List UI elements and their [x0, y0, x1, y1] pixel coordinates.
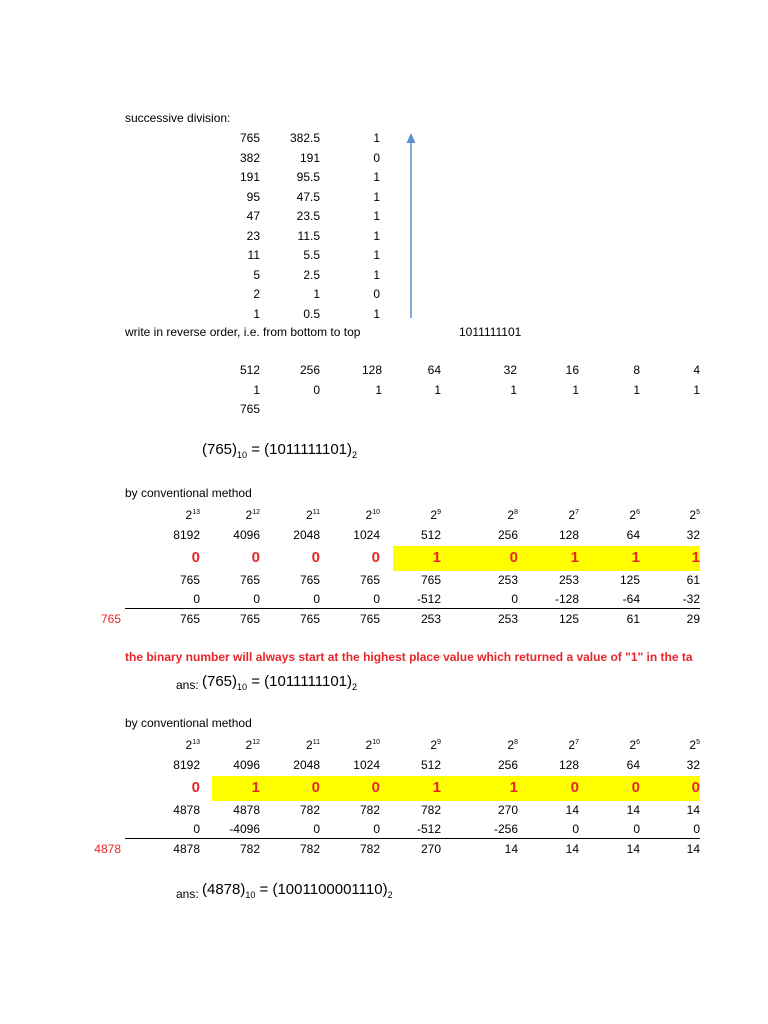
- eq-digits: 1011111101: [269, 441, 347, 458]
- subtraction-rule: [125, 838, 700, 839]
- subtract-value: 0: [511, 592, 518, 606]
- power-exponent: 11: [312, 509, 320, 516]
- subtract-value: -128: [554, 592, 579, 606]
- ans-label-2: ans:: [176, 887, 199, 901]
- eq-digits: 1011111101: [269, 673, 347, 690]
- remaining-value: 4878: [233, 803, 260, 817]
- binary-digit: 0: [570, 779, 579, 796]
- place-value: 256: [299, 363, 320, 377]
- division-cell: 765: [239, 131, 260, 145]
- result-value: 782: [359, 842, 380, 856]
- binary-digit: 1: [432, 779, 441, 796]
- power-of-two-header: [150, 508, 200, 522]
- ans-label-1: ans:: [176, 678, 199, 692]
- place-bit: 1: [434, 383, 441, 397]
- place-value: 8192: [173, 528, 200, 542]
- division-cell: 1: [373, 228, 380, 243]
- power-exponent: 10: [372, 509, 380, 516]
- power-of-two-header: [391, 508, 441, 522]
- binary-digit: 0: [371, 779, 380, 796]
- result-value: 4878: [173, 842, 200, 856]
- division-cell: 2.5: [303, 267, 320, 282]
- subtract-value: 0: [313, 592, 320, 606]
- place-bit: 1: [572, 383, 579, 397]
- division-cell: 11: [247, 248, 260, 262]
- place-value-sum: 765: [239, 402, 260, 416]
- power-of-two-header: [391, 738, 441, 752]
- eq-lhs: (765): [202, 441, 238, 458]
- conventional-method-heading-2: by conventional method: [125, 716, 252, 730]
- place-bit: 0: [313, 383, 320, 397]
- place-value: 4096: [233, 528, 260, 542]
- remaining-value: 253: [497, 573, 518, 587]
- binary-digit: 1: [570, 549, 579, 566]
- power-base: 2: [306, 738, 313, 752]
- place-bit: 1: [375, 383, 382, 397]
- remaining-value: 765: [359, 573, 380, 587]
- binary-digit: 1: [631, 549, 640, 566]
- division-cell: 23: [246, 228, 260, 243]
- power-of-two-header: [210, 738, 260, 752]
- binary-digit: 1: [691, 549, 700, 566]
- eq-rhs-base: 2: [352, 450, 358, 460]
- power-base: 2: [430, 738, 438, 752]
- power-base: 2: [629, 738, 637, 752]
- division-cell: 1: [313, 287, 320, 301]
- subtract-value: -256: [493, 822, 518, 836]
- eq-close: ): [382, 881, 388, 898]
- division-cell: 382: [239, 150, 260, 165]
- power-base: 2: [365, 738, 373, 752]
- place-value: 8: [633, 363, 640, 377]
- eq-rhs-base: 2: [387, 890, 393, 900]
- division-cell: 1: [373, 170, 380, 184]
- power-of-two-header: [529, 508, 579, 522]
- place-value: 128: [361, 363, 382, 377]
- result-value: 125: [558, 612, 579, 626]
- division-cell: 11.5: [297, 228, 320, 243]
- power-of-two-header: [330, 508, 380, 522]
- power-of-two-header: [270, 508, 320, 522]
- power-exponent: 7: [575, 509, 579, 516]
- division-cell: 1: [373, 131, 380, 145]
- result-value: 14: [626, 842, 640, 856]
- binary-equation-2: [202, 673, 357, 692]
- remaining-value: 270: [497, 803, 518, 817]
- power-exponent: 13: [192, 739, 200, 746]
- upward-arrow-icon: [404, 130, 418, 320]
- remaining-value: 765: [239, 573, 260, 587]
- eq-mid: = (: [255, 881, 278, 898]
- power-base: 2: [185, 738, 193, 752]
- power-of-two-header: [330, 738, 380, 752]
- remaining-value: 14: [565, 803, 579, 817]
- binary-digit: 0: [371, 549, 380, 566]
- power-base: 2: [568, 738, 576, 752]
- subtract-value: 0: [373, 592, 380, 606]
- result-value: 14: [504, 842, 518, 856]
- subtract-value: 0: [253, 592, 260, 606]
- result-value: 765: [299, 612, 320, 626]
- division-cell: 0.5: [303, 306, 320, 321]
- result-value: 765: [359, 612, 380, 626]
- binary-equation-1: [202, 441, 357, 460]
- division-cell: 0: [373, 150, 380, 165]
- division-cell: 5.5: [303, 248, 320, 262]
- remaining-value: 765: [420, 573, 441, 587]
- power-base: 2: [689, 508, 697, 522]
- power-exponent: 8: [514, 509, 518, 516]
- place-value: 2048: [293, 758, 320, 772]
- division-cell: 382.5: [289, 131, 320, 145]
- division-cell: 1: [373, 209, 380, 223]
- division-cell: 23.5: [296, 209, 320, 223]
- binary-digit: 1: [251, 779, 260, 796]
- binary-digit: 0: [509, 549, 518, 566]
- power-exponent: 6: [636, 739, 640, 746]
- power-base: 2: [245, 738, 253, 752]
- eq-mid: = (: [247, 441, 270, 458]
- result-value: 253: [497, 612, 518, 626]
- power-base: 2: [629, 508, 637, 522]
- place-value: 256: [497, 528, 518, 542]
- power-exponent: 13: [192, 509, 200, 516]
- power-base: 2: [507, 508, 515, 522]
- place-bit: 1: [253, 383, 260, 397]
- division-cell: 1: [373, 267, 380, 282]
- division-cell: 1: [373, 189, 380, 204]
- place-value: 128: [558, 528, 579, 542]
- power-exponent: 9: [437, 509, 441, 516]
- place-bit: 1: [510, 383, 517, 397]
- power-of-two-header: [590, 508, 640, 522]
- eq-lhs-base: 10: [245, 890, 256, 900]
- decimal-input-label: 4878: [94, 842, 121, 856]
- power-of-two-header: [590, 738, 640, 752]
- remaining-value: 4878: [173, 803, 200, 817]
- remaining-value: 253: [558, 573, 579, 587]
- binary-digit: 0: [311, 549, 320, 566]
- place-value: 128: [558, 758, 579, 772]
- division-cell: 1: [373, 306, 380, 321]
- decimal-input-label: 765: [100, 612, 121, 626]
- power-of-two-header: [468, 508, 518, 522]
- result-value: 14: [565, 842, 579, 856]
- subtract-value: 0: [373, 822, 380, 836]
- eq-close: ): [347, 441, 352, 458]
- binary-digit: 1: [509, 779, 518, 796]
- conventional-method-heading-1: by conventional method: [125, 486, 252, 500]
- result-value: 14: [686, 842, 700, 856]
- power-exponent: 12: [252, 509, 260, 516]
- eq-lhs-base: 10: [237, 450, 248, 460]
- subtract-value: -64: [622, 592, 640, 606]
- division-cell: 47: [246, 209, 260, 223]
- power-exponent: 7: [575, 739, 579, 746]
- power-exponent: 5: [696, 739, 700, 746]
- division-cell: 191: [239, 170, 260, 184]
- subtract-value: -32: [682, 592, 700, 606]
- power-base: 2: [245, 508, 253, 522]
- result-value: 61: [626, 612, 640, 626]
- remaining-value: 125: [619, 573, 640, 587]
- subtract-value: 0: [693, 822, 700, 836]
- eq-mid: = (: [247, 673, 270, 690]
- place-value: 2048: [293, 528, 320, 542]
- place-value: 1024: [353, 758, 380, 772]
- place-value: 16: [565, 363, 579, 377]
- binary-equation-3: [202, 881, 393, 900]
- power-of-two-header: [468, 738, 518, 752]
- power-of-two-header: [650, 508, 700, 522]
- subtraction-rule: [125, 608, 700, 609]
- eq-lhs-base: 10: [237, 682, 248, 692]
- result-value: 782: [299, 842, 320, 856]
- remaining-value: 782: [359, 803, 380, 817]
- binary-digit: 0: [191, 549, 200, 566]
- remaining-value: 782: [420, 803, 441, 817]
- subtract-value: 0: [193, 822, 200, 836]
- place-value: 512: [420, 758, 441, 772]
- remaining-value: 765: [299, 573, 320, 587]
- power-exponent: 5: [696, 509, 700, 516]
- remaining-value: 61: [686, 573, 700, 587]
- remaining-value: 782: [299, 803, 320, 817]
- subtract-value: 0: [193, 592, 200, 606]
- division-cell: 47.5: [296, 189, 320, 204]
- place-value: 256: [497, 758, 518, 772]
- power-exponent: 9: [437, 739, 441, 746]
- place-value: 512: [420, 528, 441, 542]
- place-value: 32: [686, 758, 700, 772]
- highest-place-note: the binary number will always start at the highest place value which returned a value of "1" in the ta: [125, 650, 693, 664]
- reverse-order-result: 1011111101: [459, 325, 522, 339]
- division-cell: 95.5: [296, 170, 320, 184]
- place-value: 512: [239, 363, 260, 377]
- place-bit: 1: [693, 383, 700, 397]
- subtract-value: 0: [313, 822, 320, 836]
- division-cell: 5: [253, 267, 260, 282]
- remaining-value: 14: [626, 803, 640, 817]
- subtract-value: 0: [572, 822, 579, 836]
- division-cell: 191: [299, 150, 320, 165]
- place-value: 64: [626, 528, 640, 542]
- place-value: 8192: [173, 758, 200, 772]
- place-value: 4: [693, 363, 700, 377]
- binary-digit: 0: [191, 779, 200, 796]
- power-of-two-header: [529, 738, 579, 752]
- power-of-two-header: [650, 738, 700, 752]
- result-value: 29: [686, 612, 700, 626]
- result-value: 782: [239, 842, 260, 856]
- eq-close: ): [347, 673, 352, 690]
- power-of-two-header: [270, 738, 320, 752]
- place-value: 32: [686, 528, 700, 542]
- subtract-value: -512: [416, 592, 441, 606]
- result-value: 270: [420, 842, 441, 856]
- binary-digit: 0: [251, 549, 260, 566]
- result-value: 765: [239, 612, 260, 626]
- division-cell: 1: [373, 248, 380, 262]
- eq-rhs-base: 2: [352, 682, 358, 692]
- eq-lhs: (765): [202, 673, 238, 690]
- place-value: 32: [503, 363, 517, 377]
- place-value: 4096: [233, 758, 260, 772]
- subtract-value: 0: [633, 822, 640, 836]
- successive-division-heading: successive division:: [125, 111, 231, 125]
- power-of-two-header: [150, 738, 200, 752]
- result-value: 765: [179, 612, 200, 626]
- power-base: 2: [365, 508, 373, 522]
- power-base: 2: [185, 508, 193, 522]
- place-bit: 1: [633, 383, 640, 397]
- remaining-value: 765: [179, 573, 200, 587]
- division-cell: 2: [253, 287, 260, 301]
- result-value: 253: [420, 612, 441, 626]
- subtract-value: -512: [416, 822, 441, 836]
- power-base: 2: [306, 508, 313, 522]
- binary-digit: 0: [631, 779, 640, 796]
- power-base: 2: [568, 508, 576, 522]
- division-cell: 0: [373, 287, 380, 301]
- power-exponent: 11: [312, 739, 320, 746]
- power-base: 2: [430, 508, 438, 522]
- eq-digits: 1001100001110: [277, 881, 383, 898]
- place-value: 1024: [353, 528, 380, 542]
- division-cell: 1: [253, 306, 260, 321]
- eq-lhs: (4878): [202, 881, 246, 898]
- place-value: 64: [427, 363, 441, 377]
- remaining-value: 14: [686, 803, 700, 817]
- power-exponent: 6: [636, 509, 640, 516]
- power-exponent: 8: [514, 739, 518, 746]
- binary-digit: 0: [311, 779, 320, 796]
- place-value: 64: [626, 758, 640, 772]
- subtract-value: -4096: [229, 822, 260, 836]
- power-of-two-header: [210, 508, 260, 522]
- power-base: 2: [689, 738, 697, 752]
- power-exponent: 12: [252, 739, 260, 746]
- binary-digit: 1: [432, 549, 441, 566]
- binary-digit: 0: [691, 779, 700, 796]
- power-base: 2: [507, 738, 515, 752]
- reverse-order-note: write in reverse order, i.e. from bottom to top: [125, 325, 361, 339]
- division-cell: 95: [246, 189, 260, 204]
- power-exponent: 10: [372, 739, 380, 746]
